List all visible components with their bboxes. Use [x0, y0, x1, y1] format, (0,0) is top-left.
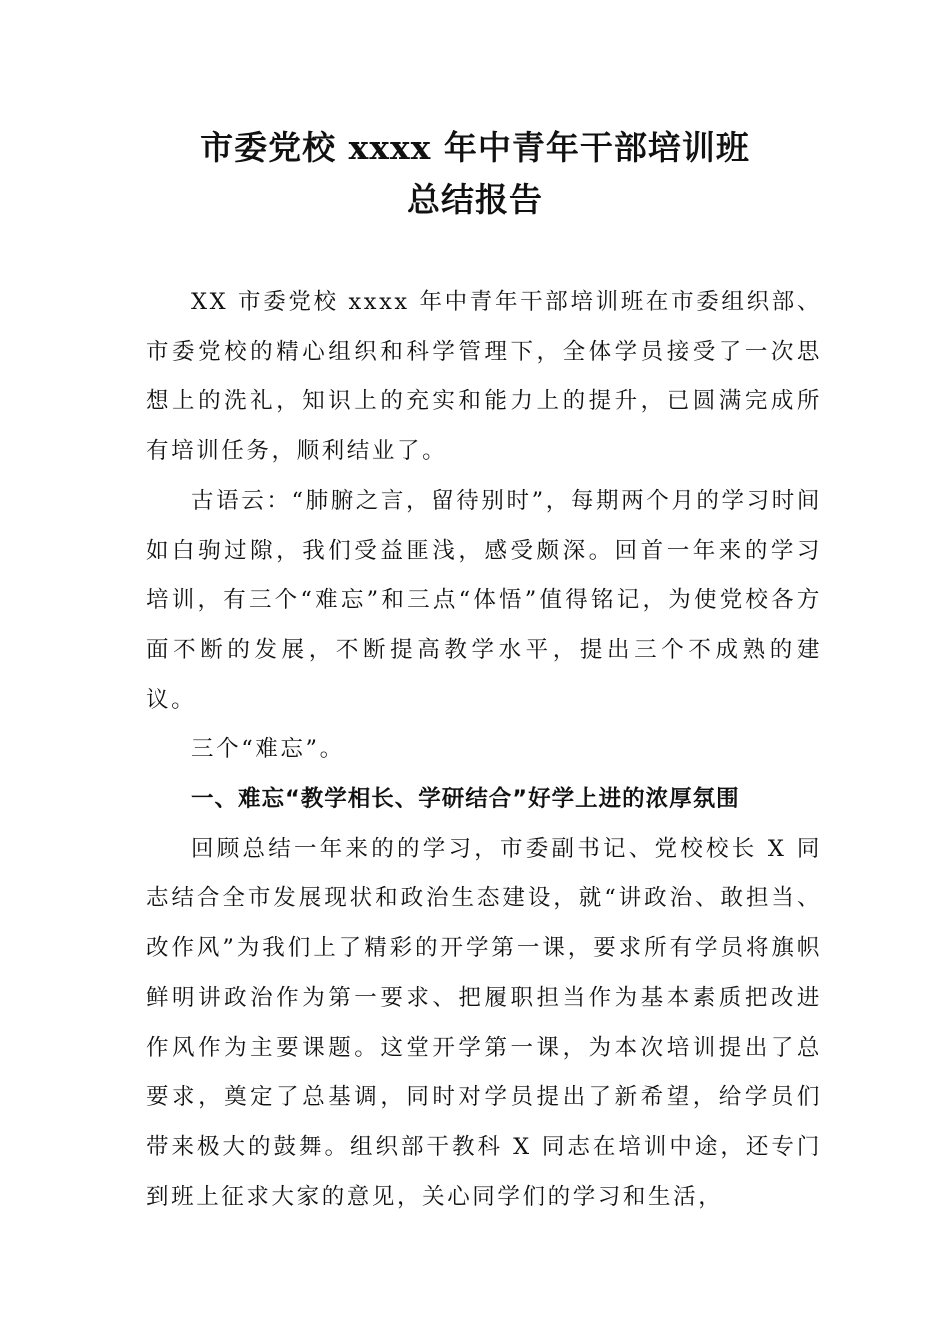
paragraph-review: 回顾总结一年来的的学习，市委副书记、党校校长 X 同志结合全市发展现状和政治生态建设，就“讲政治、敢担当、改作风”为我们上了精彩的开学第一课，要求所有学员将旗帜鲜明讲政治作为第一要求、把履职担当作为基本素质把改进作风作为主要课题。这堂开学第一课，为本次培训提出了总要求，奠定了总基调，同时对学员提出了新希望，给学员们带来极大的鼓舞。组织部干教科 X 同志在培训中途，还专门到班上征求大家的意见，关心同学们的学习和生活， — [146, 835, 822, 1210]
document-title-line-2: 总结报告 — [407, 180, 543, 219]
paragraph-intro: XX 市委党校 xxxx 年中青年干部培训班在市委组织部、市委党校的精心组织和科学管理下，全体学员接受了一次思想上的洗礼，知识上的充实和能力上的提升，已圆满完成所有培训任务，顺利结业了。 — [146, 289, 822, 465]
paragraph-proverb: 古语云：“肺腑之言，留待别时”，每期两个月的学习时间如白驹过隙，我们受益匪浅，感受颇深。回首一年来的学习培训，有三个“难忘”和三点“体悟”值得铭记，为使党校各方面不断的发展，不断提高教学水平，提出三个不成熟的建议。 — [146, 487, 822, 713]
document-title-line-1: 市委党校 xxxx 年中青年干部培训班 — [200, 128, 750, 167]
document-body — [146, 278, 822, 1222]
paragraph-three-unforgettable: 三个“难忘”。 — [191, 736, 345, 763]
section-heading-1: 一、难忘“教学相长、学研结合”好学上进的浓厚氛围 — [191, 786, 740, 813]
